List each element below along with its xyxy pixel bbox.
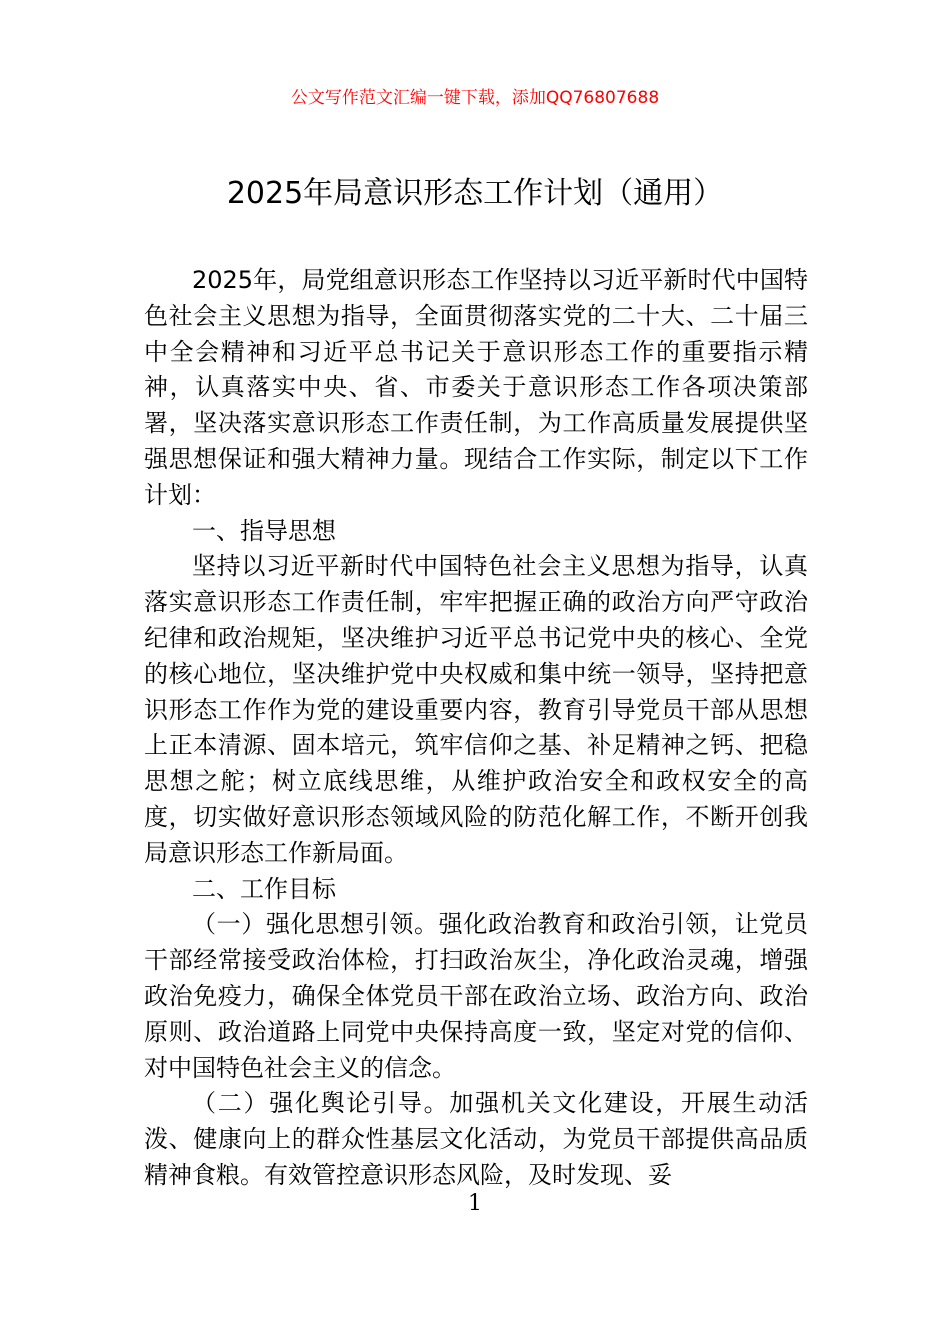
page-number: 1 bbox=[468, 1191, 482, 1216]
document-body bbox=[144, 263, 808, 1194]
intro-paragraph: 2025年，局党组意识形态工作坚持以习近平新时代中国特色社会主义思想为指导，全面贯彻落实党的二十大、二十届三中全会精神和习近平总书记关于意识形态工作的重要指示精神，认真落实中央、省、市委关于意识形态工作各项决策部署，坚决落实意识形态工作责任制，为工作高质量发展提供坚强思想保证和强大精神力量。现结合工作实际，制定以下工作计划： bbox=[144, 266, 808, 509]
goal-paragraph-1: （一）强化思想引领。强化政治教育和政治引领，让党员干部经常接受政治体检，打扫政治灰尘，净化政治灵魂，增强政治免疫力，确保全体党员干部在政治立场、政治方向、政治原则、政治道路上同党中央保持高度一致，坚定对党的信仰、对中国特色社会主义的信念。 bbox=[144, 910, 808, 1082]
section-heading-guiding-thought: 一、指导思想 bbox=[192, 516, 336, 545]
guiding-thought-paragraph: 坚持以习近平新时代中国特色社会主义思想为指导，认真落实意识形态工作责任制，牢牢把握正确的政治方向严守政治纪律和政治规矩，坚决维护习近平总书记党中央的核心、全党的核心地位，坚决维护党中央权威和集中统一领导，坚持把意识形态工作作为党的建设重要内容，教育引导党员干部从思想上正本清源、固本培元，筑牢信仰之基、补足精神之钙、把稳思想之舵；树立底线思维，从维护政治安全和政权安全的高度，切实做好意识形态领域风险的防范化解工作，不断开创我局意识形态工作新局面。 bbox=[144, 552, 808, 867]
download-note-header: 公文写作范文汇编一键下载，添加QQ76807688 bbox=[290, 88, 660, 108]
document-title: 2025年局意识形态工作计划（通用） bbox=[226, 176, 724, 211]
goal-paragraph-2: （二）强化舆论引导。加强机关文化建设，开展生动活泼、健康向上的群众性基层文化活动，为党员干部提供高品质精神食粮。有效管控意识形态风险，及时发现、妥 bbox=[144, 1089, 808, 1189]
section-heading-work-goals: 二、工作目标 bbox=[192, 874, 336, 903]
